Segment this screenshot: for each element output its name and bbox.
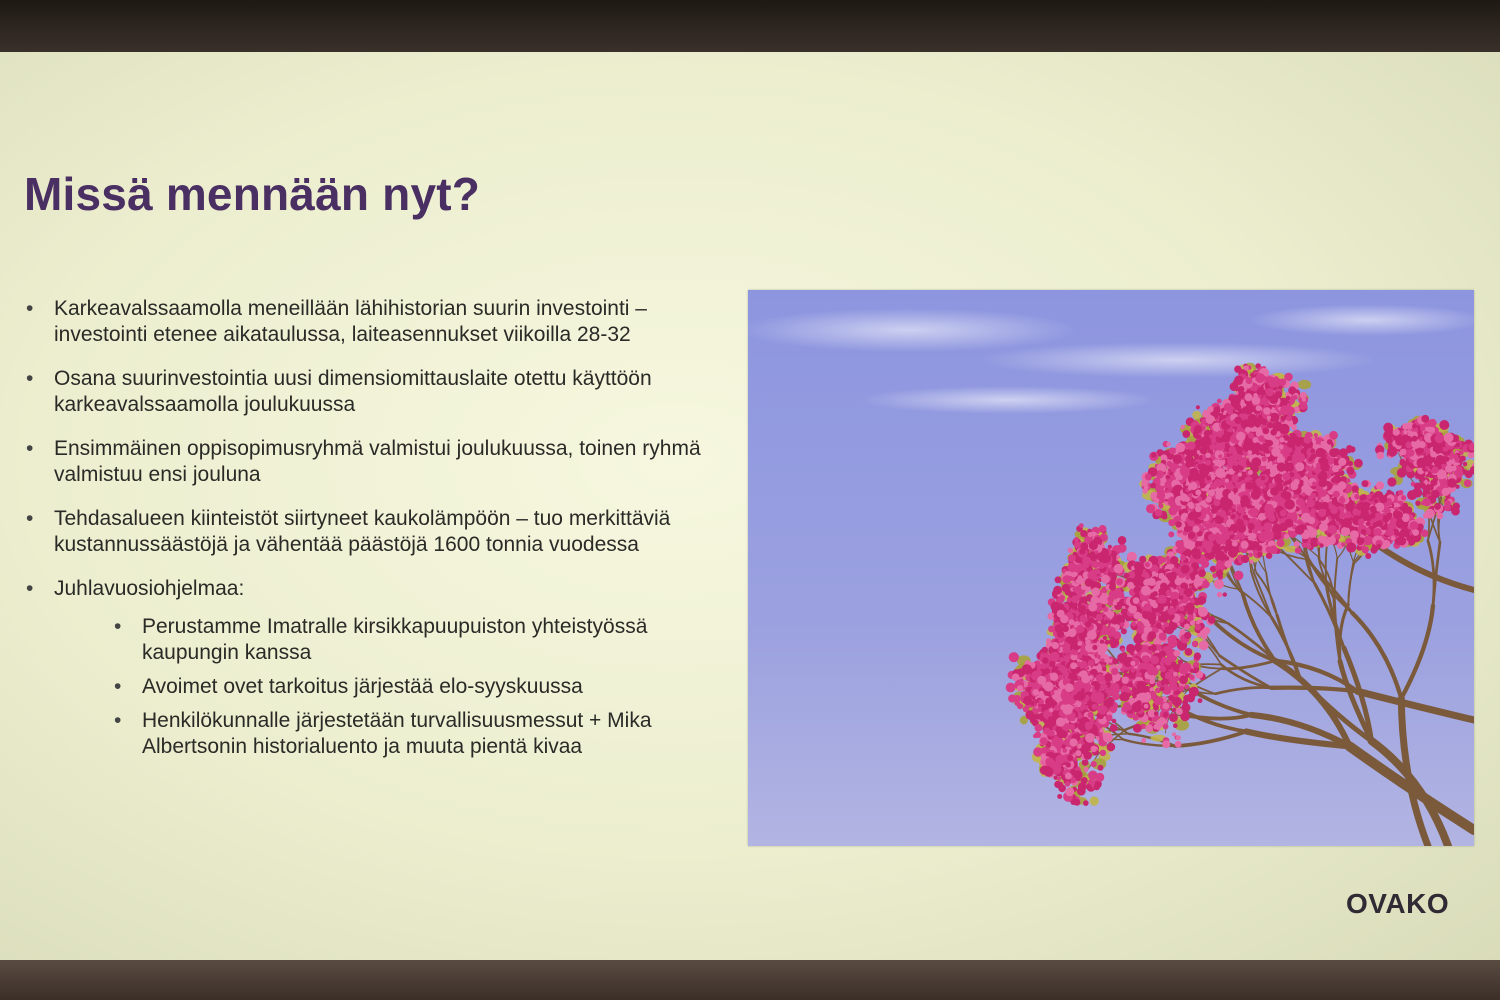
sub-bullet-item (112, 674, 724, 700)
slide-title: Missä mennään nyt? (24, 168, 481, 220)
sub-bullet-text: Avoimet ovet tarkoitus järjestää elo-syyskuussa (142, 675, 583, 698)
sub-bullet-item (112, 614, 724, 666)
presentation-slide (0, 52, 1500, 960)
sub-bullet-list (54, 614, 724, 760)
bullet-item (24, 296, 724, 348)
bullet-item (24, 576, 724, 760)
room-background-top (0, 0, 1500, 52)
sub-bullet-item (112, 708, 724, 760)
blossom-photo (748, 290, 1474, 846)
bullet-list (24, 296, 724, 778)
blossom-photo-illustration (748, 290, 1474, 846)
bullet-text: Ensimmäinen oppisopimusryhmä valmistui joulukuussa, toinen ryhmä valmistuu ensi jouluna (54, 437, 701, 486)
bullet-item (24, 366, 724, 418)
bullet-item (24, 506, 724, 558)
bullet-text: Tehdasalueen kiinteistöt siirtyneet kaukolämpöön – tuo merkittäviä kustannussäästöjä ja vähentää päästöjä 1600 tonnia vuodessa (54, 507, 671, 556)
bullet-text: Karkeavalssaamolla meneillään lähihistorian suurin investointi – investointi etenee aikataulussa, laiteasennukset viikoilla 28-32 (54, 297, 647, 346)
sub-bullet-text: Perustamme Imatralle kirsikkapuupuiston yhteistyössä kaupungin kanssa (142, 615, 648, 664)
room-background-bottom (0, 960, 1500, 1000)
bullet-text: Osana suurinvestointia uusi dimensiomittauslaite otettu käyttöön karkeavalssaamolla joulukuussa (54, 367, 652, 416)
bullet-item (24, 436, 724, 488)
sub-bullet-text: Henkilökunnalle järjestetään turvallisuusmessut + Mika Albertsonin historialuento ja muuta pientä kivaa (142, 709, 652, 758)
bullet-text: Juhlavuosiohjelmaa: (54, 577, 245, 600)
ovako-logo: OVAKO (1346, 888, 1450, 919)
